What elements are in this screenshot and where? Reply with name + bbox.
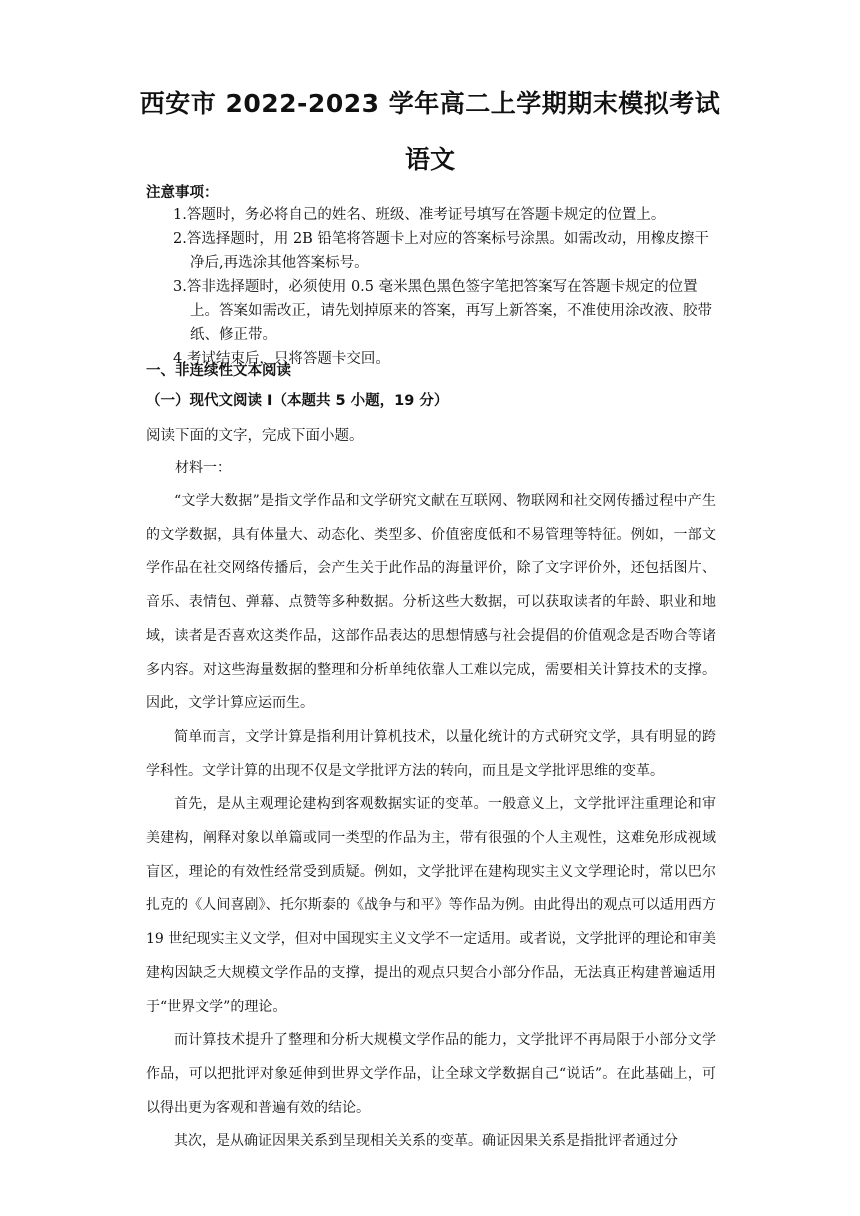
passage-paragraph: 首先，是从主观理论建构到客观数据实证的变革。一般意义上，文学批评注重理论和审美建构，阐释对象以单篇或同一类型的作品为主，带有很强的个人主观性，这难免形成视域盲区，理论的有效性经常受到质疑。例如，文学批评在建构现实主义文学理论时，常以巴尔扎克的《人间喜剧》、托尔斯泰的《战争与和平》等作品为例。由此得出的观点可以适用西方 19 世纪现实主义文学，但对中国现实主义文学不一定适用。或者说，文学批评的理论和审美建构因缺乏大规模文学作品的支撑，提出的观点只契合小部分作品，无法真正构建普遍适用于“世界文学”的理论。: [146, 796, 716, 1015]
passage-paragraph: “文学大数据”是指文学作品和文学研究文献在互联网、物联网和社交网传播过程中产生的文学数据，具有体量大、动态化、类型多、价值密度低和不易管理等特征。例如，一部文学作品在社交网络传播后，会产生关于此作品的海量评价，除了文字评价外，还包括图片、音乐、表情包、弹幕、点赞等多种数据。分析这些大数据，可以获取读者的年龄、职业和地域，读者是否喜欢这类作品，这部作品表达的思想情感与社会提倡的价值观念是否吻合等诸多内容。对这些海量数据的整理和分析单纯依靠人工难以完成，需要相关计算技术的支撑。因此，文学计算应运而生。: [146, 493, 716, 712]
passage-paragraph: 简单而言，文学计算是指利用计算机技术，以量化统计的方式研究文学，具有明显的跨学科性。文学计算的出现不仅是文学批评方法的转向，而且是文学批评思维的变革。: [146, 728, 716, 779]
passage-paragraph: 而计算技术提升了整理和分析大规模文学作品的能力，文学批评不再局限于小部分文学作品，可以把批评对象延伸到世界文学作品，让全球文学数据自己“说话”。在此基础上，可以得出更为客观和普遍有效的结论。: [146, 1032, 716, 1116]
passage-body: [146, 485, 716, 1159]
notice-item-2: 2.答选择题时，用 2B 铅笔将答题卡上对应的答案标号涂黑。如需改动，用橡皮擦干净后,再选涂其他答案标号。: [173, 231, 709, 271]
passage-paragraph: 其次，是从确证因果关系到呈现相关关系的变革。确证因果关系是指批评者通过分: [174, 1133, 678, 1150]
section-heading: 一、非连续性文本阅读: [146, 363, 291, 379]
exam-title: 西安市 2022-2023 学年高二上学期期末模拟考试: [139, 89, 721, 118]
notice-list: [173, 203, 718, 371]
subject-title: 语文: [404, 145, 455, 174]
reading-instruction: 阅读下面的文字，完成下面小题。: [146, 428, 364, 444]
notice-heading: 注意事项：: [146, 185, 219, 201]
material-label: 材料一：: [175, 460, 231, 476]
notice-item-3: 3.答非选择题时，必须使用 0.5 毫米黑色黑色签字笔把答案写在答题卡规定的位置上。答案如需改正，请先划掉原来的答案，再写上新答案，不准使用涂改液、胶带纸、修正带。: [173, 279, 712, 343]
notice-item-4: 4.考试结束后，只将答题卡交回。: [173, 351, 390, 367]
section-subheading: （一）现代文阅读 I（本题共 5 小题，19 分）: [146, 393, 449, 409]
notice-item-1: 1.答题时，务必将自己的姓名、班级、准考证号填写在答题卡规定的位置上。: [173, 207, 666, 223]
